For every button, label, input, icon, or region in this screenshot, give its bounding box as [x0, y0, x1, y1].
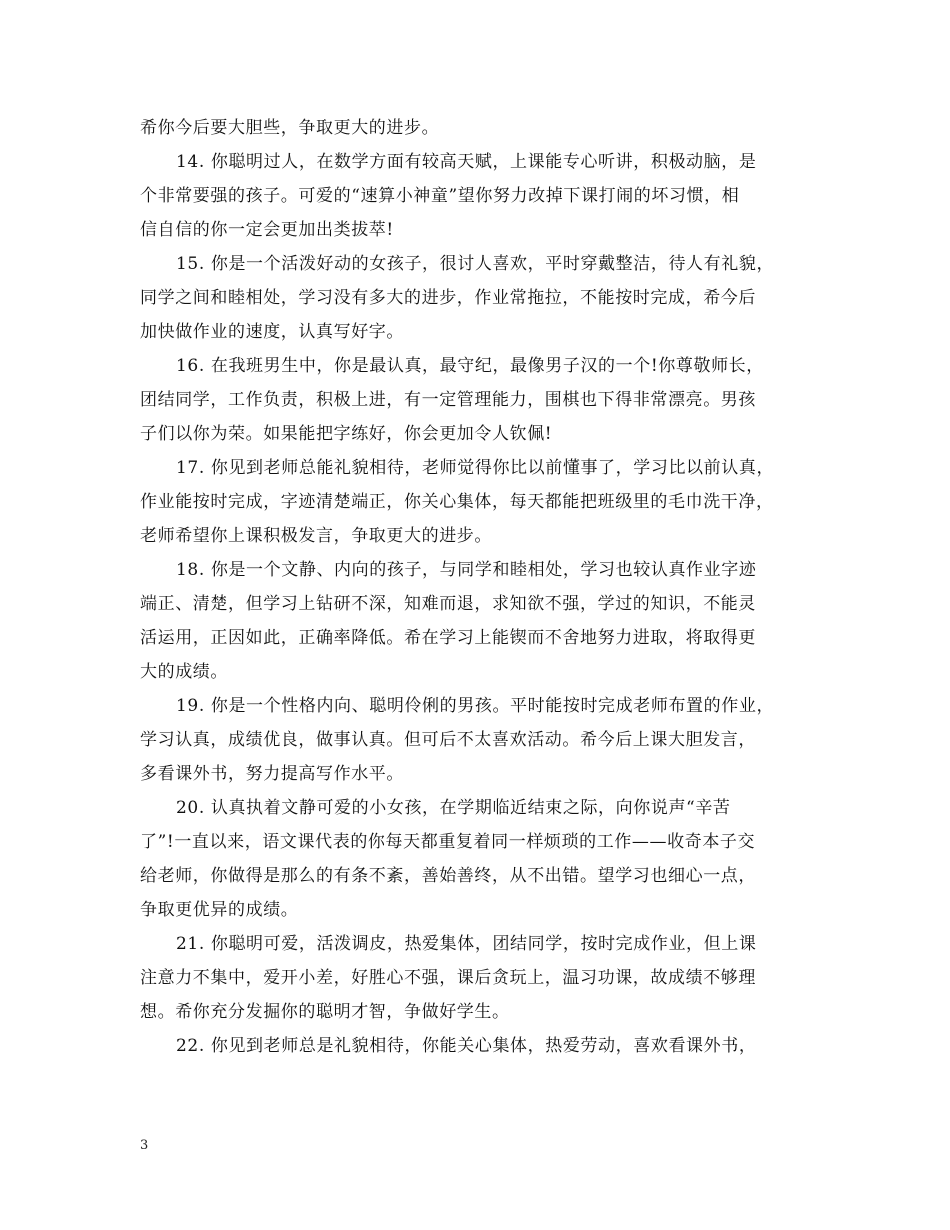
- text-line: 22. 你见到老师总是礼貌相待，你能关心集体，热爱劳动，喜欢看课外书，: [176, 1036, 757, 1056]
- text-line: 19. 你是一个性格内向、聪明伶俐的男孩。平时能按时完成老师布置的作业，: [176, 696, 775, 716]
- text-line: 加快做作业的速度，认真写好字。: [140, 322, 404, 342]
- paragraph: [140, 689, 820, 791]
- text-line: 子们以你为荣。如果能把字练好，你会更加令人钦佩!: [140, 424, 553, 444]
- paragraph: [140, 791, 820, 927]
- paragraph: [140, 451, 820, 553]
- page-number: 3: [140, 1138, 149, 1153]
- text-line: 信自信的你一定会更加出类拔萃!: [140, 220, 394, 240]
- text-line: 了”!一直以来，语文课代表的你每天都重复着同一样烦琐的工作——收奇本子交: [140, 832, 756, 852]
- text-line: 大的成绩。: [140, 662, 228, 682]
- text-line: 多看课外书，努力提高写作水平。: [140, 764, 404, 784]
- document-body: [140, 111, 820, 1063]
- paragraph: [140, 1029, 820, 1063]
- paragraph: [140, 145, 820, 247]
- text-line: 端正、清楚，但学习上钻研不深，知难而退，求知欲不强，学过的知识，不能灵: [140, 594, 756, 614]
- paragraph: [140, 111, 820, 145]
- paragraph: [140, 553, 820, 689]
- text-line: 同学之间和睦相处，学习没有多大的进步，作业常拖拉，不能按时完成，希今后: [140, 288, 756, 308]
- text-line: 老师希望你上课积极发言，争取更大的进步。: [140, 526, 492, 546]
- text-line: 想。希你充分发掘你的聪明才智，争做好学生。: [140, 1002, 510, 1022]
- text-line: 16. 在我班男生中，你是最认真，最守纪，最像男子汉的一个!你尊敬师长，: [176, 356, 764, 376]
- text-line: 作业能按时完成，字迹清楚端正，你关心集体，每天都能把班级里的毛巾洗干净，: [140, 492, 774, 512]
- text-line: 争取更优异的成绩。: [140, 900, 299, 920]
- text-line: 团结同学，工作负责，积极上进，有一定管理能力，围棋也下得非常漂亮。男孩: [140, 390, 756, 410]
- text-line: 21. 你聪明可爱，活泼调皮，热爱集体，团结同学，按时完成作业，但上课: [176, 934, 757, 954]
- paragraph: [140, 349, 820, 451]
- text-line: 活运用，正因如此，正确率降低。希在学习上能锲而不舍地努力进取，将取得更: [140, 628, 756, 648]
- text-line: 15. 你是一个活泼好动的女孩子，很讨人喜欢，平时穿戴整洁，待人有礼貌，: [176, 254, 775, 274]
- paragraph: [140, 927, 820, 1029]
- text-line: 学习认真，成绩优良，做事认真。但可后不太喜欢活动。希今后上课大胆发言，: [140, 730, 756, 750]
- text-line: 17. 你见到老师总能礼貌相待，老师觉得你比以前懂事了，学习比以前认真，: [176, 458, 775, 478]
- text-line: 给老师，你做得是那么的有条不紊，善始善终，从不出错。望学习也细心一点，: [140, 866, 756, 886]
- text-line: 14. 你聪明过人，在数学方面有较高天赋，上课能专心听讲，积极动脑，是: [176, 152, 757, 172]
- text-line: 注意力不集中，爱开小差，好胜心不强，课后贪玩上，温习功课，故成绩不够理: [140, 968, 756, 988]
- paragraph: [140, 247, 820, 349]
- text-line: 20. 认真执着文静可爱的小女孩，在学期临近结束之际，向你说声“辛苦: [176, 798, 731, 818]
- text-line: 个非常要强的孩子。可爱的“速算小神童”望你努力改掉下课打闹的坏习惯，相: [140, 186, 740, 206]
- text-line: 18. 你是一个文静、内向的孩子，与同学和睦相处，学习也较认真作业字迹: [176, 560, 757, 580]
- text-line: 希你今后要大胆些，争取更大的进步。: [140, 118, 440, 138]
